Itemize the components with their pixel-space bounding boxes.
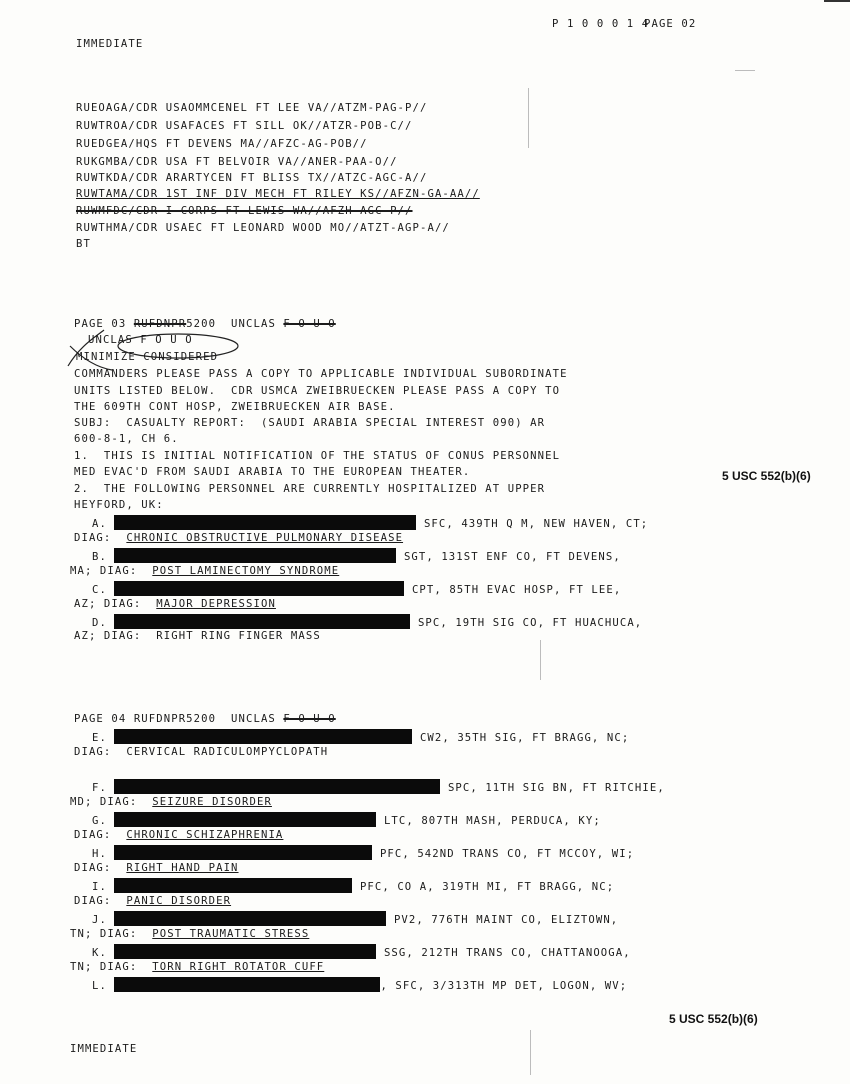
redaction-bar [114,977,380,992]
redaction-note: 5 USC 552(b)(6) [669,1012,758,1026]
body-line: THE 609TH CONT HOSP, ZWEIBRUECKEN AIR BASE. [74,401,396,413]
body-line: 2. THE FOLLOWING PERSONNEL ARE CURRENTLY HOSPITALIZED AT UPPER [74,483,546,495]
body-line: COMMANDERS PLEASE PASS A COPY TO APPLICABLE INDIVIDUAL SUBORDINATE [74,368,568,380]
entry-l: L. , SFC, 3/313TH MP DET, LOGON, WV; [92,977,627,993]
diag-line: TN; DIAG: TORN RIGHT ROTATOR CUFF [70,961,325,973]
redaction-bar [114,845,372,860]
page-reference: P 1 0 0 0 1 4 [552,18,650,30]
entry-a: A. SFC, 439TH Q M, NEW HAVEN, CT; [92,515,648,531]
routing-line: RUWTROA/CDR USAFACES FT SILL OK//ATZR-POB-C// [76,120,413,132]
entry-g: G. LTC, 807TH MASH, PERDUCA, KY; [92,812,601,828]
redaction-bar [114,944,376,959]
entry-j: J. PV2, 776TH MAINT CO, ELIZTOWN, [92,911,618,927]
redaction-bar [114,548,396,563]
routing-line: RUEDGEA/HQS FT DEVENS MA//AFZC-AG-POB// [76,138,368,150]
routing-line: RUWTKDA/CDR ARARTYCEN FT BLISS TX//ATZC-AGC-A// [76,172,428,184]
priority-top: IMMEDIATE [76,38,144,50]
scan-noise [530,1030,531,1075]
diag-line: MA; DIAG: POST LAMINECTOMY SYNDROME [70,565,340,577]
scan-noise [528,88,529,148]
entry-i: I. PFC, CO A, 319TH MI, FT BRAGG, NC; [92,878,614,894]
redaction-bar [114,515,416,530]
routing-line: RUWMFDC/CDR I CORPS FT LEWIS WA//AFZH-AGC-P// [76,205,413,217]
redaction-bar [114,614,410,629]
minimize-line: MINIMIZE CONSIDERED [76,351,219,363]
routing-line: RUKGMBA/CDR USA FT BELVOIR VA//ANER-PAA-O// [76,156,398,168]
routing-line: RUWTHMA/CDR USAEC FT LEONARD WOOD MO//ATZT-AGP-A// [76,222,450,234]
classification-marking: UNCLAS F O U O [88,334,193,346]
entry-d: D. SPC, 19TH SIG CO, FT HUACHUCA, [92,614,642,630]
body-line: SUBJ: CASUALTY REPORT: (SAUDI ARABIA SPECIAL INTEREST 090) AR [74,417,546,429]
body-line: 600-8-1, CH 6. [74,433,179,445]
diag-line: TN; DIAG: POST TRAUMATIC STRESS [70,928,310,940]
scan-noise [540,640,541,680]
diag-line: DIAG: CHRONIC SCHIZAPHRENIA [74,829,284,841]
diag-line: AZ; DIAG: RIGHT RING FINGER MASS [74,630,321,642]
redaction-bar [114,812,376,827]
entry-b: B. SGT, 131ST ENF CO, FT DEVENS, [92,548,621,564]
routing-line: RUWTAMA/CDR 1ST INF DIV MECH FT RILEY KS//AFZN-GA-AA// [76,188,480,200]
diag-line: DIAG: CERVICAL RADICULOMPYCLOPATH [74,746,329,758]
entry-h: H. PFC, 542ND TRANS CO, FT MCCOY, WI; [92,845,634,861]
body-line: UNITS LISTED BELOW. CDR USMCA ZWEIBRUECKEN PLEASE PASS A COPY TO [74,385,561,397]
routing-line: RUEOAGA/CDR USAOMMCENEL FT LEE VA//ATZM-PAG-P// [76,102,428,114]
diag-line: DIAG: PANIC DISORDER [74,895,232,907]
diag-line: DIAG: RIGHT HAND PAIN [74,862,239,874]
redaction-note: 5 USC 552(b)(6) [722,469,811,483]
diag-line: AZ; DIAG: MAJOR DEPRESSION [74,598,276,610]
page-label: PAGE 02 [644,18,697,30]
entry-e: E. CW2, 35TH SIG, FT BRAGG, NC; [92,729,629,745]
redaction-bar [114,911,386,926]
diag-line: DIAG: CHRONIC OBSTRUCTIVE PULMONARY DISEASE [74,532,404,544]
top-edge-mark [824,0,850,2]
body-line: 1. THIS IS INITIAL NOTIFICATION OF THE STATUS OF CONUS PERSONNEL [74,450,561,462]
entry-c: C. CPT, 85TH EVAC HOSP, FT LEE, [92,581,621,597]
diag-line: MD; DIAG: SEIZURE DISORDER [70,796,272,808]
routing-line: BT [76,238,91,250]
page03-header: PAGE 03 RUFDNPR5200 UNCLAS F O U O [74,318,336,330]
body-line: MED EVAC'D FROM SAUDI ARABIA TO THE EUROPEAN THEATER. [74,466,471,478]
entry-k: K. SSG, 212TH TRANS CO, CHATTANOOGA, [92,944,631,960]
priority-bottom: IMMEDIATE [70,1043,138,1055]
scan-noise [735,70,755,71]
redaction-bar [114,878,352,893]
entry-f: F. SPC, 11TH SIG BN, FT RITCHIE, [92,779,665,795]
redaction-bar [114,581,404,596]
redaction-bar [114,779,440,794]
page04-header: PAGE 04 RUFDNPR5200 UNCLAS F O U O [74,713,336,725]
body-line: HEYFORD, UK: [74,499,164,511]
redaction-bar [114,729,412,744]
